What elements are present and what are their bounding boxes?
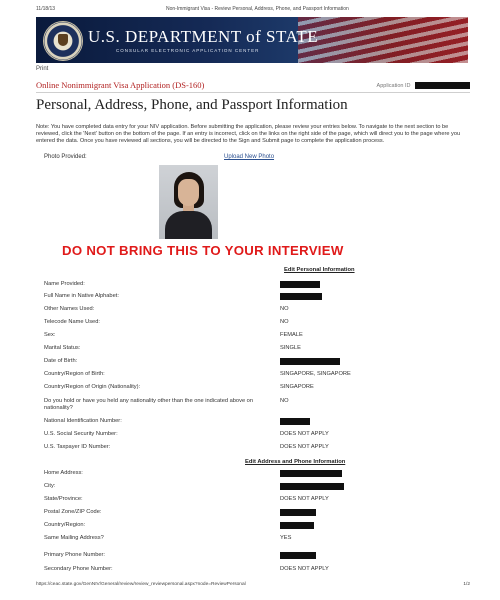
personal-row <box>44 332 464 344</box>
banner-title: U.S. DEPARTMENT of STATE <box>88 27 319 46</box>
application-id-label: Application ID <box>376 82 411 89</box>
address-row <box>44 552 464 564</box>
upload-photo-link[interactable]: Upload New Photo <box>224 154 275 160</box>
address-row-redacted-value <box>280 483 344 490</box>
personal-row <box>44 281 464 293</box>
photo-label: Photo Provided: <box>44 154 87 160</box>
personal-row-label: U.S. Taxpayer ID Number: <box>44 444 111 450</box>
personal-row <box>44 418 464 430</box>
personal-row-redacted-value <box>280 418 310 425</box>
redaction-bar <box>280 483 344 490</box>
address-row <box>44 522 464 534</box>
personal-row-value: NO <box>280 306 289 312</box>
address-row-value: DOES NOT APPLY <box>280 496 329 502</box>
edit-personal-link[interactable]: Edit Personal Information <box>284 267 355 273</box>
print-footer <box>36 582 470 587</box>
application-title: Online Nonimmigrant Visa Application (DS-160) <box>36 80 205 90</box>
page-title: Personal, Address, Phone, and Passport Information <box>36 97 348 113</box>
personal-row-redacted-value <box>280 358 340 365</box>
personal-row-value: SINGAPORE, SINGAPORE <box>280 371 351 377</box>
personal-row <box>44 358 464 370</box>
personal-row-redacted-value <box>280 293 322 300</box>
address-row-label: Home Address: <box>44 470 83 476</box>
personal-row-label: Name Provided: <box>44 281 85 287</box>
redaction-bar <box>280 358 340 365</box>
personal-row <box>44 384 464 396</box>
personal-row-label: Country/Region of Birth: <box>44 371 105 377</box>
address-row-redacted-value <box>280 509 316 516</box>
personal-row-value: SINGAPORE <box>280 384 314 390</box>
address-row-label: Primary Phone Number: <box>44 552 106 558</box>
personal-row <box>44 293 464 305</box>
personal-row <box>44 431 464 443</box>
do-not-bring-warning: DO NOT BRING THIS TO YOUR INTERVIEW <box>62 243 344 258</box>
review-note: Note: You have completed data entry for your NIV application. Before submitting the application, please review your entries below. To navigate to the next section to be reviewed, click the 'Next' button on the bottom of the page. If an entry is incorrect, click on the links on the right side of the page, which will direct you to the page where you entered the data. Once you have reviewed all sections, you will be directed to the Sign and Submit page to complete the application process. <box>36 124 461 144</box>
personal-row-value: DOES NOT APPLY <box>280 431 329 437</box>
personal-row-value: NO <box>280 398 289 404</box>
footer-url: https://ceac.state.gov/GenNIV/General/review/review_reviewpersonal.aspx?node=ReviewPersonal <box>36 582 246 587</box>
personal-row-value: NO <box>280 319 289 325</box>
address-row <box>44 470 464 482</box>
personal-row-value: SINGLE <box>280 345 301 351</box>
address-row-label: Same Mailing Address? <box>44 535 104 541</box>
personal-row-label: National Identification Number: <box>44 418 122 424</box>
address-row-value: DOES NOT APPLY <box>280 566 329 572</box>
redaction-bar <box>280 552 316 559</box>
redaction-bar <box>280 470 342 477</box>
address-row <box>44 483 464 495</box>
personal-row-label: Do you hold or have you held any nationality other than the one indicated above on nationality? <box>44 398 254 411</box>
personal-row-label: Full Name in Native Alphabet: <box>44 293 119 299</box>
applicant-photo <box>159 165 218 239</box>
application-id <box>377 82 470 89</box>
address-row-label: City: <box>44 483 56 489</box>
personal-row <box>44 398 464 410</box>
personal-row <box>44 319 464 331</box>
personal-row-label: Marital Status: <box>44 345 81 351</box>
address-row-label: State/Province: <box>44 496 83 502</box>
banner-subtitle: CONSULAR ELECTRONIC APPLICATION CENTER <box>116 48 260 53</box>
redaction-bar <box>280 418 310 425</box>
personal-row-label: Country/Region of Origin (Nationality): <box>44 384 141 390</box>
state-department-seal-icon <box>43 21 83 61</box>
print-date: 11/18/13 <box>36 6 56 12</box>
redaction-bar <box>280 293 322 300</box>
personal-row-label: Date of Birth: <box>44 358 78 364</box>
personal-row-label: Other Names Used: <box>44 306 95 312</box>
address-row <box>44 509 464 521</box>
personal-row-value: FEMALE <box>280 332 303 338</box>
site-banner <box>36 17 468 63</box>
personal-row <box>44 306 464 318</box>
redaction-bar <box>280 522 314 529</box>
application-header <box>36 78 470 93</box>
address-row-label: Secondary Phone Number: <box>44 566 113 572</box>
application-id-redacted <box>415 82 470 89</box>
redaction-bar <box>280 509 316 516</box>
personal-row <box>44 345 464 357</box>
personal-row-value: DOES NOT APPLY <box>280 444 329 450</box>
print-link[interactable]: Print <box>36 66 49 72</box>
address-row-redacted-value <box>280 470 342 477</box>
redaction-bar <box>280 281 320 288</box>
print-page-title: Non-Immigrant Visa - Review Personal, Address, Phone, and Passport Information <box>166 6 349 12</box>
edit-address-link[interactable]: Edit Address and Phone Information <box>245 459 346 465</box>
print-header <box>36 6 470 16</box>
flag-stripes <box>298 17 468 63</box>
personal-row <box>44 444 464 456</box>
address-row <box>44 566 464 578</box>
address-row <box>44 535 464 547</box>
personal-row-redacted-value <box>280 281 320 288</box>
address-row-redacted-value <box>280 552 316 559</box>
personal-row-label: U.S. Social Security Number: <box>44 431 118 437</box>
personal-row-label: Sex: <box>44 332 56 338</box>
personal-row-label: Telecode Name Used: <box>44 319 100 325</box>
personal-row <box>44 371 464 383</box>
address-row-label: Country/Region: <box>44 522 86 528</box>
address-row <box>44 496 464 508</box>
address-row-value: YES <box>280 535 292 541</box>
address-row-redacted-value <box>280 522 314 529</box>
footer-page-number: 1/2 <box>463 582 470 587</box>
address-row-label: Postal Zone/ZIP Code: <box>44 509 102 515</box>
